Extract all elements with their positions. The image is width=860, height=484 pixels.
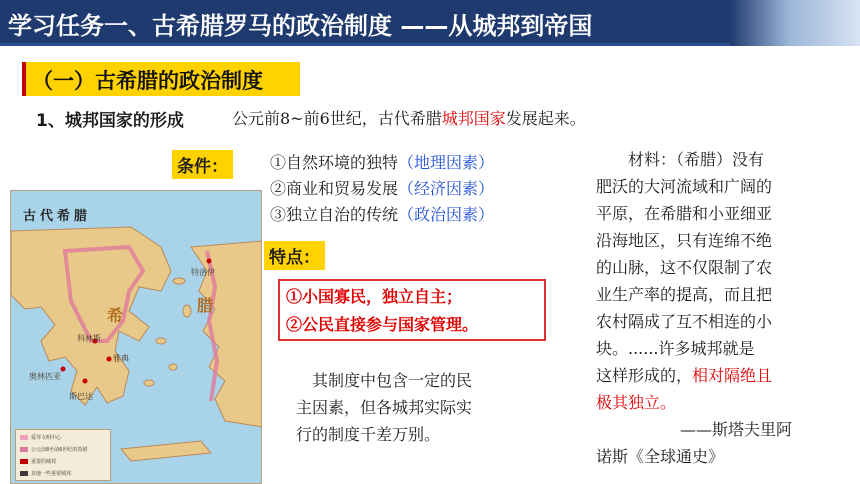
summary-line: 主因素，但各城邦实际实 <box>296 398 473 417</box>
condition-item: ①自然环境的独特（地理因素） <box>270 153 495 172</box>
legend-item: 爱琴文明中心 <box>20 434 61 442</box>
feature-item: ②公民直接参与国家管理。 <box>286 315 479 334</box>
title-bar <box>0 0 860 46</box>
material-line: 材料：（希腊）没有 <box>628 150 765 169</box>
material-line: 极其独立。 <box>596 393 677 412</box>
map-legend <box>15 429 111 481</box>
summary-text <box>296 367 536 448</box>
source-material <box>596 146 848 470</box>
material-line: 这样形成的，相对隔绝且 <box>596 366 773 385</box>
material-line: 业生产率的提高，而且把 <box>596 285 773 304</box>
material-line: 肥沃的大河流域和广阔的 <box>596 177 773 196</box>
material-line: 农村隔成了互不相连的小 <box>596 312 773 331</box>
legend-item: 重要的城邦 <box>20 458 56 466</box>
legend-item: 公元前8至前6世纪的希腊 <box>20 446 87 454</box>
intro-before: 公元前8~前6世纪，古代希腊 <box>232 109 442 128</box>
material-source-book: 诺斯《全球通史》 <box>596 447 725 466</box>
map-place: 雅典 <box>113 354 129 363</box>
condition-item: ②商业和贸易发展（经济因素） <box>270 179 495 198</box>
map-place: 特洛伊 <box>191 268 215 277</box>
section-heading <box>22 62 300 96</box>
material-line: 的山脉，这不仅限制了农 <box>596 258 773 277</box>
title-accent <box>730 0 860 46</box>
section-heading-text: （一）古希腊的政治制度 <box>32 69 263 93</box>
material-line: 平原，在希腊和小亚细亚 <box>596 204 773 223</box>
condition-item: ③独立自治的传统（政治因素） <box>270 205 495 224</box>
map-place: 奥林匹亚 <box>29 372 61 381</box>
features-box <box>278 279 546 341</box>
conditions-label: 条件： <box>172 150 233 179</box>
intro-after: 发展起来。 <box>505 109 586 128</box>
subheading: 1、城邦国家的形成 <box>36 111 184 131</box>
feature-item: ①小国寡民，独立自主； <box>286 287 463 306</box>
map-label-xi: 希 <box>107 306 124 325</box>
material-source-author: ——斯塔夫里阿 <box>680 420 793 439</box>
intro-text <box>232 106 586 129</box>
material-line: 块。......许多城邦就是 <box>596 339 755 358</box>
map-place: 斯巴达 <box>69 392 93 401</box>
map-place: 科林斯 <box>77 334 101 343</box>
map-title: 古代希腊 <box>23 209 92 224</box>
summary-line: 其制度中包含一定的民 <box>312 371 473 390</box>
intro-highlight: 城邦国家 <box>441 109 506 128</box>
material-line: 沿海地区，只有连绵不绝 <box>596 231 773 250</box>
conditions-list <box>270 150 494 228</box>
summary-line: 行的制度千差万别。 <box>296 425 441 444</box>
legend-item: 其他一些重要城邦 <box>20 470 71 478</box>
page-title: 学习任务一、古希腊罗马的政治制度 ——从城邦到帝国 <box>8 12 593 40</box>
greece-map <box>10 190 262 484</box>
map-label-la: 腊 <box>197 296 214 315</box>
features-label: 特点： <box>264 241 325 270</box>
